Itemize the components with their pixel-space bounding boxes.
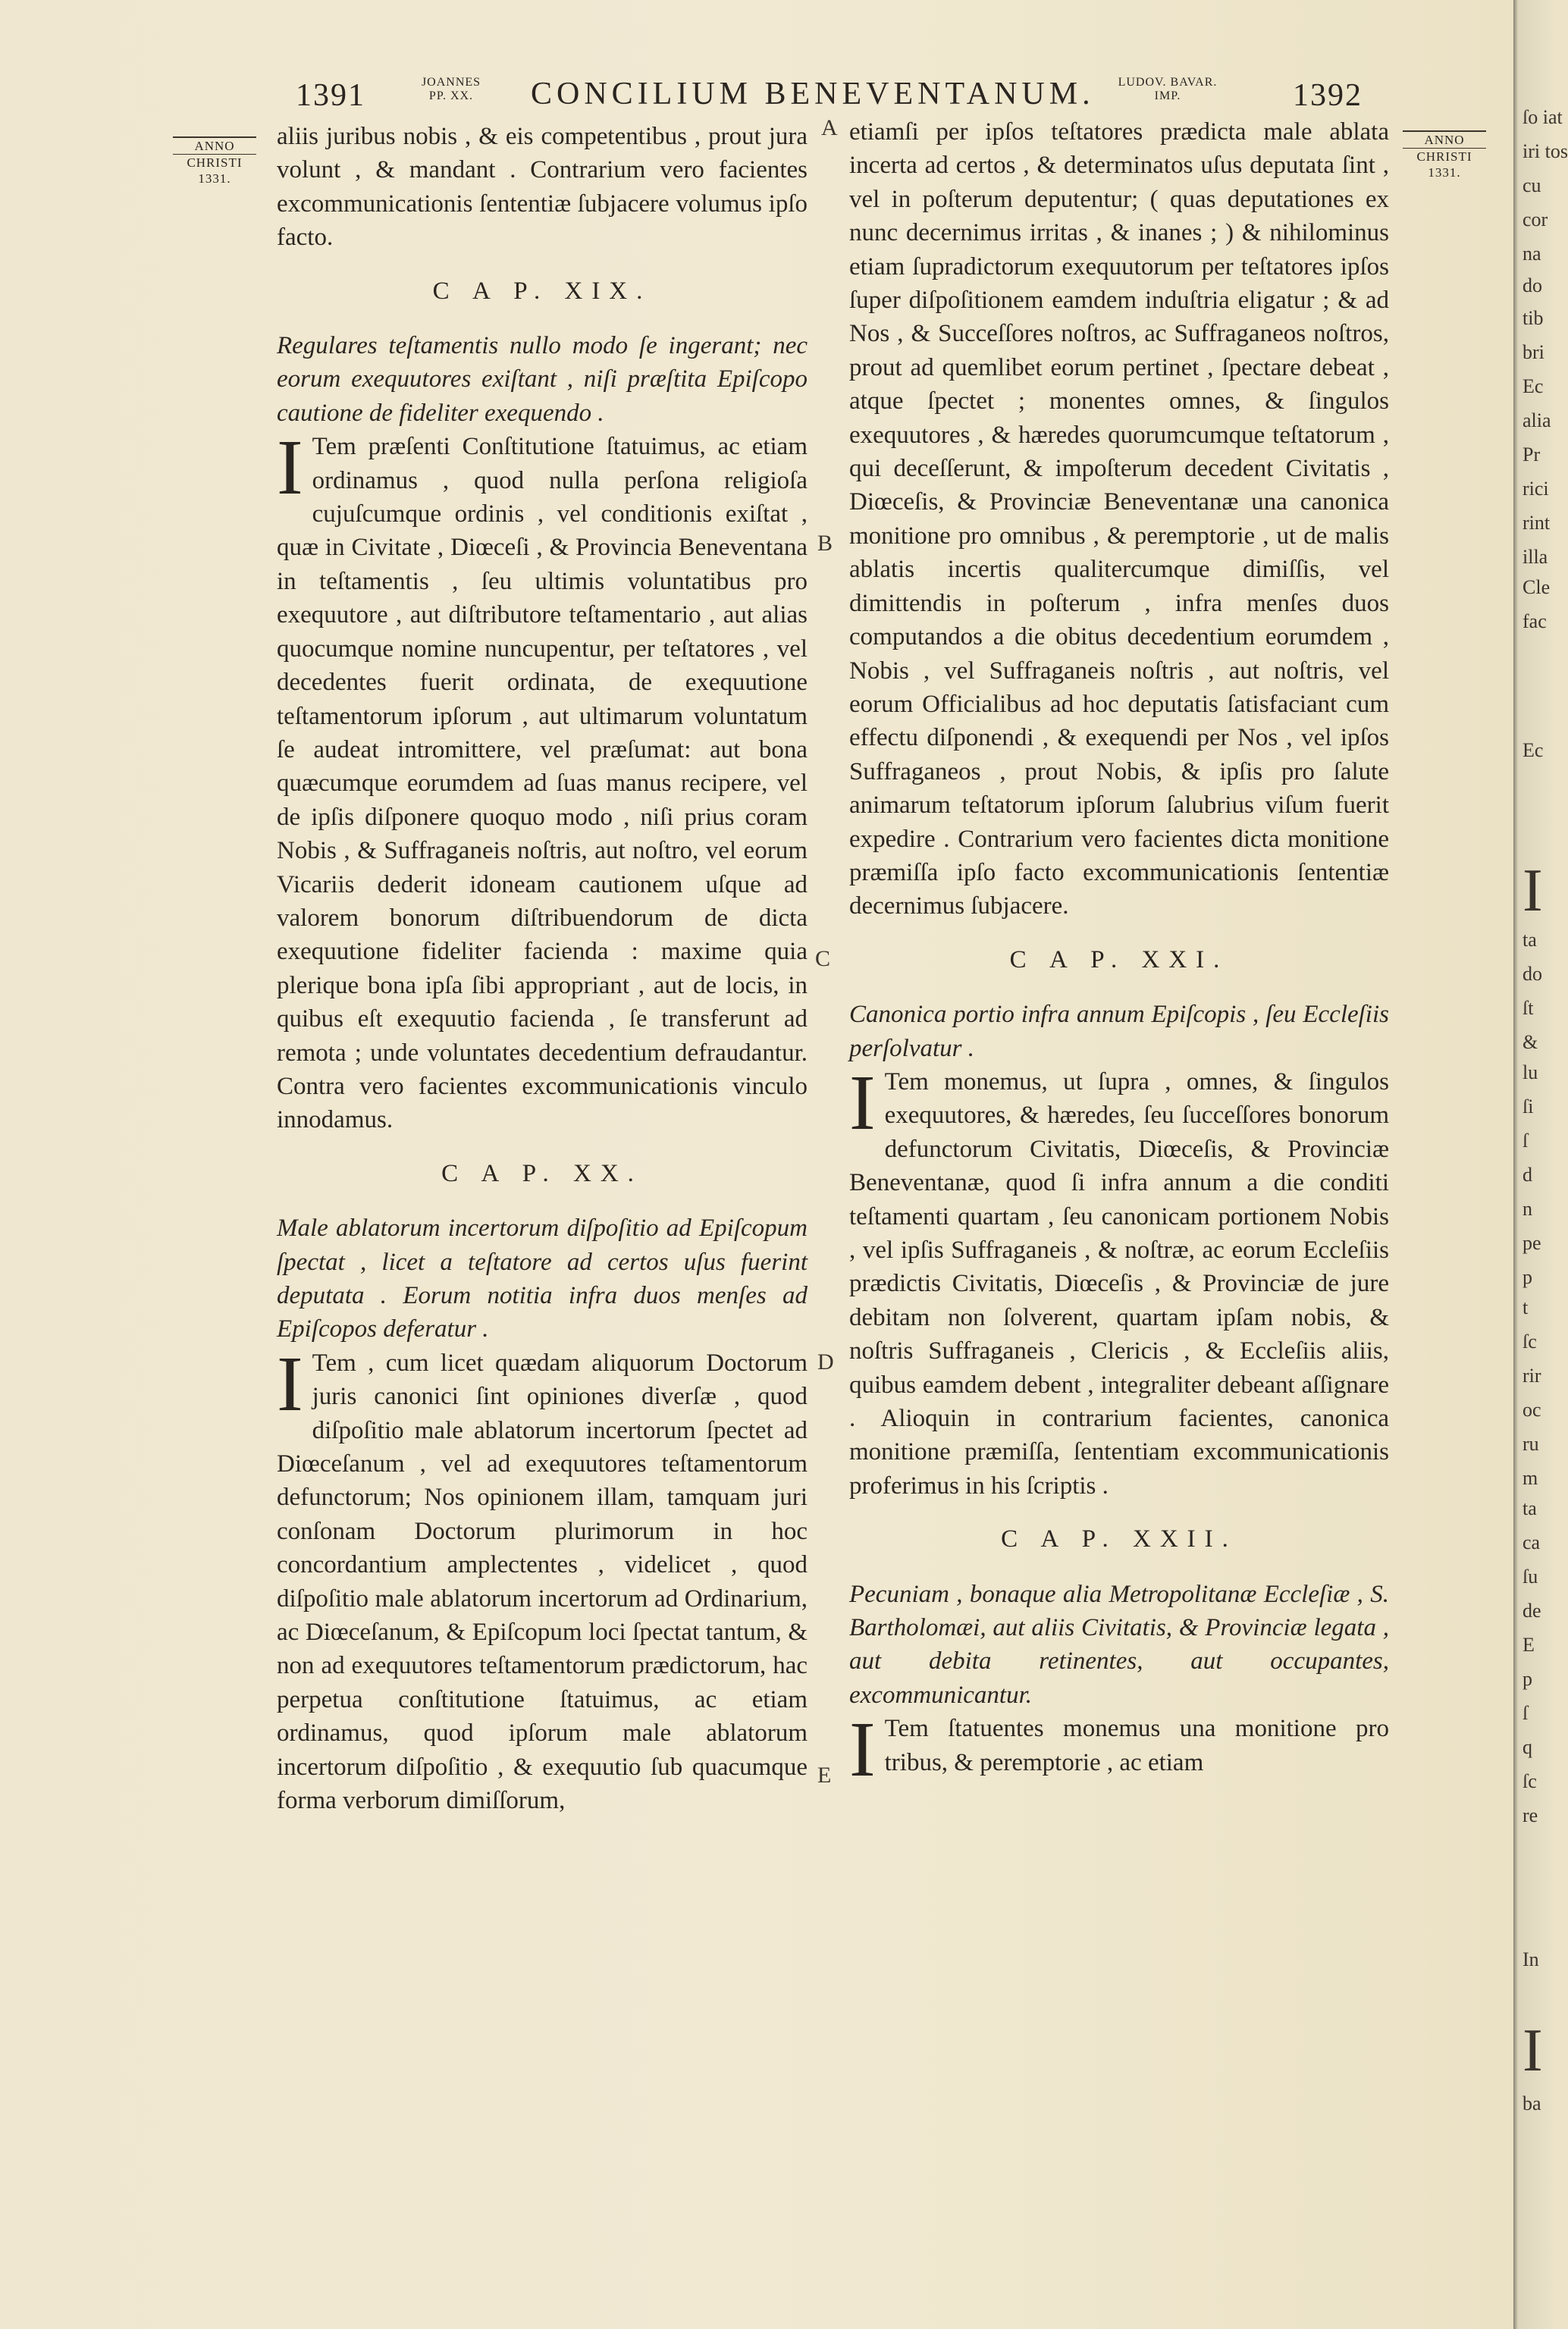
facing-page-fragment: I (1523, 857, 1543, 924)
anno-right-line3: 1331. (1428, 165, 1461, 180)
facing-page-fragment: ru (1523, 1433, 1539, 1455)
facing-page-fragment: ſo iat (1523, 106, 1563, 128)
chapter-rubric-19: Regulares teſtamentis nullo modo ſe ingerant; nec eorum exequutores exiſtant , niſi præſtita Epiſcopo cautione de fideliter exequendo . (277, 332, 808, 427)
left-intro-paragraph: aliis juribus nobis , & eis competentibus , prout jura volunt , & mandant . Contrarium vero facientes excommunicationis ſententiæ ſubjacere volumus ipſo facto. (277, 123, 808, 252)
facing-page-fragment: p (1523, 1668, 1532, 1690)
anno-christi-right (1403, 130, 1486, 180)
facing-page-fragment: d (1523, 1164, 1532, 1186)
facing-page-fragment: ſt (1523, 997, 1534, 1019)
facing-page-fragment: illa (1523, 546, 1548, 568)
facing-page-fragment: ba (1523, 2092, 1541, 2114)
anno-right-line2: CHRISTI (1416, 149, 1472, 164)
facing-page-fragment: na (1523, 243, 1541, 265)
facing-page-fragment: re (1523, 1804, 1538, 1826)
facing-page-fragment: m (1523, 1467, 1538, 1489)
chapter-heading-22: C A P. XXII. (1001, 1525, 1237, 1553)
emperor-caption-line1: LUDOV. BAVAR. (1118, 76, 1218, 89)
facing-page-fragment: bri (1523, 341, 1544, 363)
drop-cap-22: I (849, 1706, 876, 1794)
chapter-text-20 (277, 1340, 808, 1818)
facing-page-fragment: cor (1523, 208, 1548, 230)
facing-page-fragment: ſc (1523, 1770, 1537, 1792)
facing-page-fragment: pe (1523, 1232, 1541, 1254)
facing-page-fragment: Ec (1523, 739, 1544, 761)
drop-cap-21: I (849, 1058, 876, 1146)
margin-letter-e: E (817, 1763, 832, 1788)
page-number-left: 1391 (296, 78, 365, 113)
facing-page-fragment: Pr (1523, 444, 1541, 465)
facing-page-fragment: de (1523, 1600, 1541, 1622)
page-number-right: 1392 (1293, 78, 1363, 113)
margin-letter-c: C (815, 946, 831, 971)
facing-page-fragment: Cle (1523, 576, 1551, 598)
anno-left-line1: ANNO (173, 136, 256, 155)
facing-page-fragment: ſc (1523, 1331, 1537, 1353)
facing-page-fragment: tib (1523, 307, 1544, 329)
facing-page-fragment: oc (1523, 1399, 1541, 1421)
chapter-body-19: Tem præſenti Conſtitutione ſtatuimus, ac etiam ordinamus , quod nulla perſona religioſa cujuſcumque ordinis , vel conditionis exiſtat , quæ in Civitate , Diœceſi , & Provincia Beneventana in teſtamentis , ſeu ultimis voluntatibus pro exequutore , aut diſtributore teſtamentario , aut alias quocumque nomine nuncupentur, per teſtatores , vel decedentes fuerit ordinata, de exequutione teſtamentorum ipſorum , aut ultimarum voluntatum ſe audeat intromittere, vel præſumat: aut bona quæcumque eorumdem ad ſuas manus recipere, vel de ipſis diſponere quoquo modo , niſi prius coram Nobis , & Suffraganeis noſtris, aut noſtro, vel eorum Vicariis dederit idoneam cautionem uſque ad valorem bonorum diſtribuendorum de dicta exequutione fideliter facienda : maxime quia plerique bona ipſa ſibi appropriant , aut de locis, in quibus eſt exequutio facienda , ſe transferunt ad remota ; unde voluntates decedentium defraudantur. Contra vero facientes excommunicationis vinculo innodamus. (277, 433, 808, 1134)
pope-caption (406, 76, 497, 103)
chapter-body-21: Tem monemus, ut ſupra , omnes, & ſingulos exequutores, & hæredes, ſeu ſucceſſores bonorum defunctorum Civitatis, Diœceſis, & Provinciæ Beneventanæ, quod ſi infra annum a die conditi teſtamenti quartam , ſeu canonicam portionem Nobis , vel ipſis Suffraganeis , & noſtræ, ac eorum Eccleſiis prædictis Civitatis, Diœceſis , & Provinciæ de jure debitam non ſolverent, quartam ipſam nobis, & noſtris Suffraganeis , Clericis , & Eccleſiis aliis, quibus eamdem debent , integraliter debeant aſſignare . Alioquin in contrarium facientes, canonica monitione præmiſſa, ſententiam excommunicationis proferimus in his ſcriptis . (849, 1067, 1389, 1500)
drop-cap-19: I (277, 424, 303, 512)
anno-left-line2: CHRISTI (187, 155, 243, 170)
facing-page-fragment: ca (1523, 1531, 1541, 1553)
chapter-heading-19: C A P. XIX. (432, 277, 652, 305)
margin-letter-b: B (817, 531, 833, 556)
facing-page-fragment: alia (1523, 409, 1551, 431)
anno-right-line1: ANNO (1403, 130, 1486, 149)
facing-page-fragment: E (1523, 1634, 1535, 1656)
facing-page-fragment: I (1523, 2017, 1543, 2084)
facing-page-fragment: ſu (1523, 1566, 1538, 1588)
facing-page-fragment: t (1523, 1296, 1529, 1318)
facing-page-fragment: p (1523, 1266, 1532, 1288)
anno-left-line3: 1331. (198, 171, 231, 186)
left-column (277, 120, 808, 1818)
chapter-text-21 (849, 1058, 1389, 1503)
chapter-body-22: Tem ſtatuentes monemus una monitione pro tribus, & peremptorie , ac etiam (884, 1715, 1389, 1776)
facing-page-fragment: do (1523, 274, 1542, 296)
facing-page-fragment: & (1523, 1031, 1538, 1053)
chapter-heading-21: C A P. XXI. (1009, 945, 1229, 973)
facing-page-fragment: rint (1523, 512, 1551, 534)
margin-letter-d: D (817, 1349, 834, 1375)
chapter-rubric-20: Male ablatorum incertorum diſpoſitio ad Epiſcopum ſpectat , licet a teſtatore ad certos uſus fuerint deputata . Eorum notitia infra duos menſes ad Epiſcopos deferatur . (277, 1215, 808, 1343)
facing-page-edge (1513, 0, 1568, 2329)
running-title: CONCILIUM BENEVENTANUM. (531, 77, 1095, 111)
pope-caption-line2: PP. XX. (428, 89, 474, 102)
chapter-heading-20: C A P. XX. (441, 1159, 643, 1187)
facing-page-fragment: ſ (1523, 1702, 1529, 1724)
chapter-rubric-22: Pecuniam , bonaque alia Metropolitanæ Eccleſiæ , S. Bartholomæi, aut aliis Civitatis, & Provinciæ legata , aut debita retinentes, aut occupantes, excommunicantur. (849, 1580, 1389, 1709)
chapter-text-19 (277, 424, 808, 1137)
drop-cap-20: I (277, 1340, 303, 1428)
pope-caption-line1: JOANNES (421, 76, 481, 89)
anno-christi-left (173, 136, 256, 187)
chapter-body-20: Tem , cum licet quædam aliquorum Doctorum juris canonici ſint opiniones diverſæ , quod diſpoſitio male ablatorum incertorum ſpectet ad Diœceſanum , vel ad exequutores teſtamentorum defunctorum; Nos opinionem illam, tamquam juri conſonam Doctorum plurimorum in hoc concordantium amplectentes , videlicet , quod diſpoſitio male ablatorum incertorum ad Ordinarium, ac Diœceſanum, & Epiſcopum loci ſpectat tantum, & non ad exequutores teſtamentorum prædictorum, hac perpetua conſtitutione ſtatuimus, ac etiam ordinamus, quod ipſorum male ablatorum incertorum diſpoſitio , & exequutio ſub quacumque forma verborum dimiſſorum, (277, 1349, 808, 1815)
chapter-text-22 (849, 1706, 1389, 1794)
facing-page-fragment: do (1523, 963, 1542, 985)
right-column (849, 115, 1389, 1794)
right-intro-paragraph: etiamſi per ipſos teſtatores prædicta male ablata incerta ad certos , & determinatos uſus deputata ſint , vel in poſterum deputentur; ( quas deputationes ex nunc decernimus irritas , & inanes ; ) & nihilominus etiam ſupradictorum exequutorum per teſtatores ipſos ſuper diſpoſitionem eamdem induſtria eligatur ; & ad Nos , & Succeſſores noſtros, ac Suffraganeos noſtros, prout ad quemlibet eorum pertinet , ſpectare debeat , atque ſpectet ; monentes omnes, & ſingulos exequutores , & hæredes quorumcumque teſtatorum , qui deceſſerunt, & impoſterum decedent Civitatis , Diœceſis, & Provinciæ Beneventanæ una canonica monitione pro omnibus , & peremptorie , ut de malis ablatis incertis qualitercumque dimiſſis, vel dimittendis in poſterum , infra menſes duos computandos a die obitus decedentium eorumdem , Nobis , vel Suffraganeis noſtris , aut noſtris, vel eorum Officialibus ad hoc deputatis ſatisfaciant cum effectu diſponendi , & exequendi per Nos , vel ipſos Suffraganeos , prout Nobis, & ipſis pro ſalute animarum teſtatorum ipſorum ſalubrius viſum fuerit expedire . Contrarium vero facientes dicta monitione præmiſſa ipſo facto excommunicationis ſententiæ decernimus ſubjacere. (849, 118, 1389, 920)
facing-page-fragment: ta (1523, 1497, 1537, 1519)
emperor-caption-line2: IMP. (1154, 89, 1181, 102)
facing-page-fragment: q (1523, 1736, 1532, 1758)
facing-page-fragment: rici (1523, 478, 1549, 500)
emperor-caption (1103, 76, 1232, 103)
facing-page-fragment: ſi (1523, 1096, 1534, 1117)
margin-letter-a: A (821, 115, 838, 140)
facing-page-fragment: fac (1523, 610, 1547, 632)
facing-page-fragment: cu (1523, 174, 1541, 196)
facing-page-fragment: rir (1523, 1365, 1541, 1387)
facing-page-fragment: ta (1523, 929, 1537, 951)
facing-page-fragment: ſ (1523, 1130, 1529, 1152)
facing-page-fragment: Ec (1523, 375, 1544, 397)
facing-page-fragment: n (1523, 1198, 1532, 1220)
facing-page-fragment: In (1523, 1948, 1539, 1970)
facing-page-fragment: iri tos (1523, 140, 1568, 162)
facing-page-fragment: lu (1523, 1061, 1538, 1083)
chapter-rubric-21: Canonica portio infra annum Epiſcopis , ſeu Eccleſiis perſolvatur . (849, 1001, 1389, 1062)
